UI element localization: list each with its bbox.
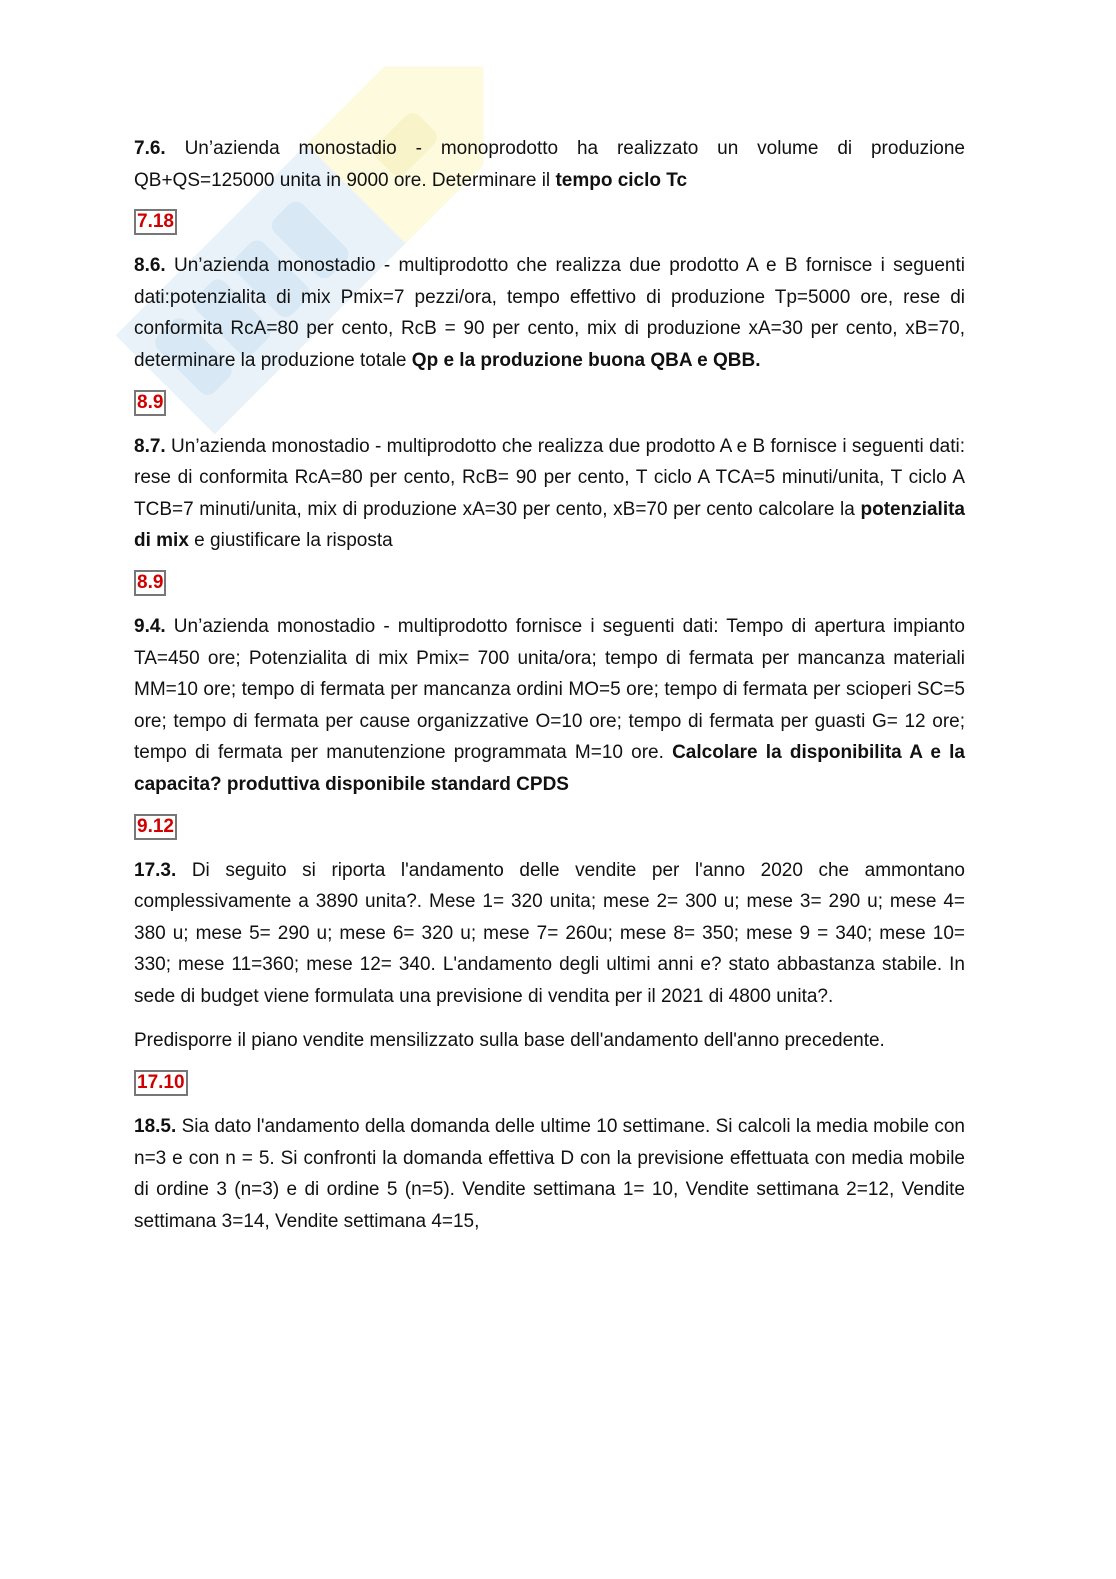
exercise-17-3-task: Predisporre il piano vendite mensilizzato sulla base dell'andamento dell'anno precedente. — [134, 1030, 885, 1052]
reference-box: 8.9 — [134, 570, 166, 596]
exercise-number: 18.5. — [134, 1116, 177, 1138]
exercise-emphasis: tempo ciclo Tc — [555, 169, 688, 191]
exercise-text: Un’azienda monostadio - monoprodotto ha realizzato un volume di produzione QB+QS=125000 unita in 9000 ore. Determinare il — [134, 138, 965, 191]
exercise-text: Un’azienda monostadio - multiprodotto che realizza due prodotto A e B fornisce i seguenti dati: rese di conformita RcA=80 per cento, RcB= 90 per cento, T ciclo A TCA=5 minuti/unita, T ciclo A TCB=7 minuti/unita, mix di produzione xA=30 per cento, xB=70 per cento calcolare la — [134, 435, 965, 520]
exercise-number: 17.3. — [134, 859, 177, 881]
exercise-17-3 — [134, 855, 965, 1013]
exercise-text: Un’azienda monostadio - multiprodotto fornisce i seguenti dati: Tempo di apertura impianto TA=450 ore; Potenzialita di mix Pmix= 700 unita/ora; tempo di fermata per mancanza materiali MM=10 ore; tempo di fermata per mancanza ordini MO=5 ore; tempo di fermata per scioperi SC=5 ore; tempo di fermata per cause organizzative O=10 ore; tempo di fermata per guasti G= 12 ore; tempo di fermata per manutenzione programmata M=10 ore. — [134, 615, 965, 764]
exercise-number: 9.4. — [134, 615, 166, 637]
exercise-number: 7.6. — [134, 138, 166, 159]
exercise-emphasis: Calcolare la disponibilita A e la capacita? produttiva disponibile standard CPDS — [134, 742, 965, 795]
exercise-text: Un’azienda monostadio - multiprodotto che realizza due prodotto A e B fornisce i seguenti dati:potenzialita di mix Pmix=7 pezzi/ora, tempo effettivo di produzione Tp=5000 ore, rese di conformita RcA=80 per cento, RcB = 90 per cento, mix di produzione xA=30 per cento, xB=70, determinare la produzione totale — [134, 255, 965, 371]
exercise-emphasis: potenzialita di mix — [134, 498, 965, 552]
reference-box: 17.10 — [134, 1070, 188, 1096]
exercise-emphasis: Qp e la produzione buona QBA e QBB. — [411, 349, 761, 371]
exercise-text: Di seguito si riporta l'andamento delle vendite per l'anno 2020 che ammontano complessivamente a 3890 unita?. Mese 1= 320 unita; mese 2= 300 u; mese 3= 290 u; mese 4= 380 u; mese 5= 290 u; mese 6= 320 u; mese 7= 260u; mese 8= 350; mese 9 = 340; mese 10= 330; mese 11=360; mese 12= 340. L'andamento degli ultimi anni e? stato abbastanza stabile. In sede di budget viene formulata una previsione di vendita per il 2021 di 4800 unita?. — [134, 859, 965, 1007]
exercise-text: Sia dato l'andamento della domanda delle ultime 10 settimane. Si calcoli la media mobile con n=3 e con n = 5. Si confronti la domanda effettiva D con la previsione effettuata con media mobile di ordine 3 (n=3) e di ordine 5 (n=5). Vendite settimana 1= 10, Vendite settimana 2=12, Vendite settimana 3=14, Vendite settimana 4=15, — [134, 1116, 965, 1232]
reference-box: 7.18 — [134, 209, 177, 235]
reference-box: 8.9 — [134, 390, 166, 416]
exercise-8-7 — [134, 431, 965, 557]
exercise-8-6 — [134, 250, 965, 376]
exercise-7-6 — [134, 133, 965, 196]
exercise-text-after: e giustificare la risposta — [188, 530, 393, 552]
exercise-number: 8.7. — [134, 435, 166, 457]
exercise-18-5 — [134, 1111, 965, 1237]
exercise-number: 8.6. — [134, 255, 166, 277]
reference-box: 9.12 — [134, 814, 177, 840]
exercise-9-4 — [134, 611, 965, 801]
